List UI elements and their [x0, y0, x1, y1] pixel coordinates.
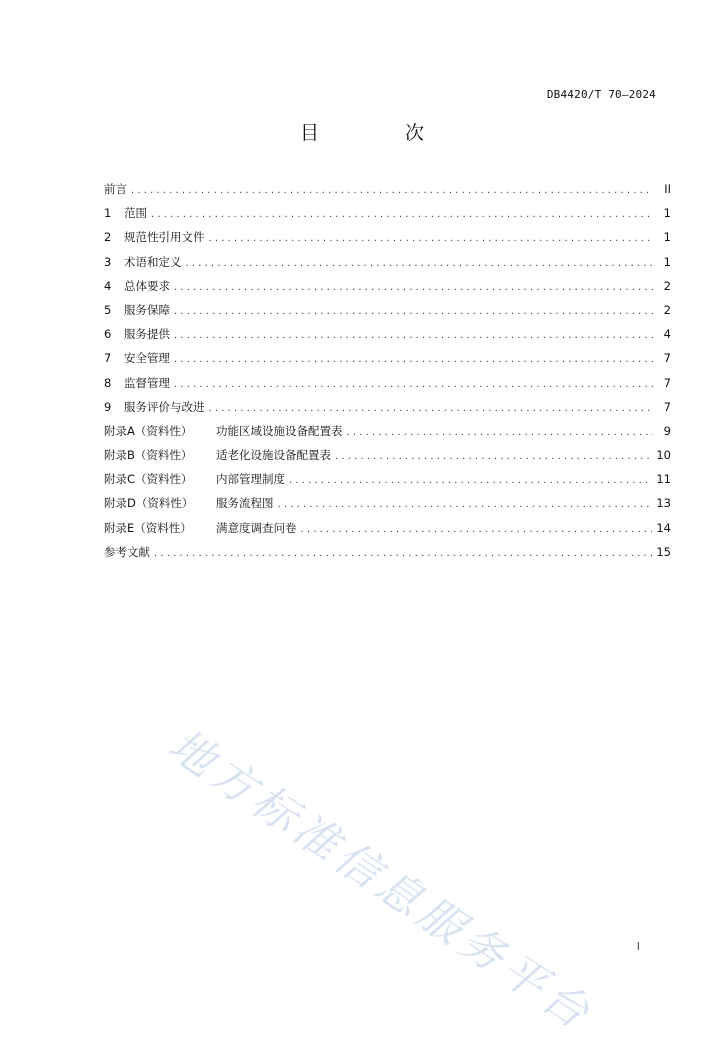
toc-entry-appendix-e[interactable]	[104, 520, 671, 544]
toc-entry-number: 6	[104, 327, 112, 342]
toc-entry-label: 规范性引用文件	[124, 230, 205, 245]
toc-page-number: 11	[656, 472, 671, 487]
toc-appendix-tag: 附录B（资料性）	[104, 448, 193, 463]
toc-dot-leader	[131, 185, 653, 196]
toc-page-number: 2	[663, 278, 671, 293]
toc-entry-2[interactable]	[104, 229, 671, 253]
toc-entry-8[interactable]	[104, 375, 671, 399]
toc-entry-appendix-b[interactable]	[104, 447, 671, 471]
toc-entry-label: 内部管理制度	[216, 472, 285, 487]
page-title: 目 次	[299, 122, 465, 144]
toc-entry-number: 9	[104, 399, 112, 414]
toc-entry-4[interactable]	[104, 278, 671, 302]
toc-dot-leader	[174, 306, 653, 317]
toc-page-number: II	[664, 182, 671, 196]
toc-entry-1[interactable]	[104, 205, 671, 229]
toc-entry-7[interactable]	[104, 350, 671, 374]
toc-page-number: 4	[663, 327, 671, 342]
toc-entry-appendix-d[interactable]	[104, 495, 671, 519]
toc-entry-label: 服务提供	[124, 327, 170, 342]
toc-entry-appendix-c[interactable]	[104, 471, 671, 495]
toc-entry-label: 服务保障	[124, 302, 170, 317]
toc-entry-label: 监督管理	[124, 375, 170, 390]
toc-page-number: 1	[663, 206, 671, 221]
toc-appendix-tag: 附录D（资料性）	[104, 496, 194, 511]
toc-page-number: 1	[663, 230, 671, 245]
toc-dot-leader	[209, 403, 654, 414]
toc-dot-leader	[154, 548, 652, 559]
toc-page-number: 15	[656, 544, 671, 559]
toc-page-number: 10	[656, 448, 671, 463]
toc-entry-number: 2	[104, 230, 112, 245]
toc-entry-label: 参考文献	[104, 544, 150, 559]
toc-entry-6[interactable]	[104, 326, 671, 350]
toc-appendix-tag: 附录A（资料性）	[104, 423, 193, 438]
toc-dot-leader	[174, 379, 653, 390]
toc-entry-label: 安全管理	[124, 351, 170, 366]
toc-dot-leader	[289, 475, 652, 486]
toc-page-number: 7	[663, 375, 671, 390]
toc-entry-number: 5	[104, 302, 112, 317]
toc-dot-leader	[278, 499, 653, 510]
toc-dot-leader	[301, 524, 653, 535]
toc-entry-label: 服务评价与改进	[124, 399, 205, 414]
toc-entry-label: 满意度调查问卷	[216, 520, 297, 535]
toc-entry-number: 7	[104, 351, 112, 366]
page-number: I	[636, 940, 640, 953]
toc-entry-label: 总体要求	[124, 278, 170, 293]
toc-entry-label: 适老化设施设备配置表	[216, 448, 331, 463]
toc-page-number: 7	[663, 399, 671, 414]
toc-entry-label: 服务流程图	[216, 496, 274, 511]
toc-page-number: 9	[663, 423, 671, 438]
toc-entry-label: 功能区域设施设备配置表	[216, 423, 343, 438]
watermark: 地方标准信息服务平台	[159, 719, 603, 1042]
toc-page-number: 2	[663, 302, 671, 317]
toc-appendix-tag: 附录E（资料性）	[104, 520, 192, 535]
toc-entry-references[interactable]	[104, 544, 671, 568]
toc-page-number: 7	[663, 351, 671, 366]
toc-entry-9[interactable]	[104, 399, 671, 423]
toc-dot-leader	[151, 209, 653, 220]
toc-entry-label: 范围	[124, 206, 147, 221]
toc-entry-number: 3	[104, 254, 112, 269]
table-of-contents	[104, 181, 671, 568]
toc-dot-leader	[186, 258, 654, 269]
toc-dot-leader	[209, 233, 654, 244]
toc-entry-3[interactable]	[104, 254, 671, 278]
toc-entry-5[interactable]	[104, 302, 671, 326]
toc-entry-number: 4	[104, 278, 112, 293]
toc-page-number: 13	[656, 496, 671, 511]
toc-dot-leader	[174, 330, 653, 341]
toc-dot-leader	[174, 282, 653, 293]
document-code: DB4420/T 70—2024	[546, 88, 656, 101]
toc-entry-label: 前言	[104, 182, 127, 196]
toc-entry-number: 8	[104, 375, 112, 390]
toc-entry-foreword[interactable]	[104, 181, 671, 205]
toc-entry-label: 术语和定义	[124, 254, 182, 269]
toc-appendix-tag: 附录C（资料性）	[104, 472, 193, 487]
toc-entry-appendix-a[interactable]	[104, 423, 671, 447]
toc-dot-leader	[174, 354, 653, 365]
toc-dot-leader	[335, 451, 652, 462]
toc-dot-leader	[347, 427, 654, 438]
toc-page-number: 14	[656, 520, 671, 535]
toc-page-number: 1	[663, 254, 671, 269]
toc-entry-number: 1	[104, 206, 112, 221]
